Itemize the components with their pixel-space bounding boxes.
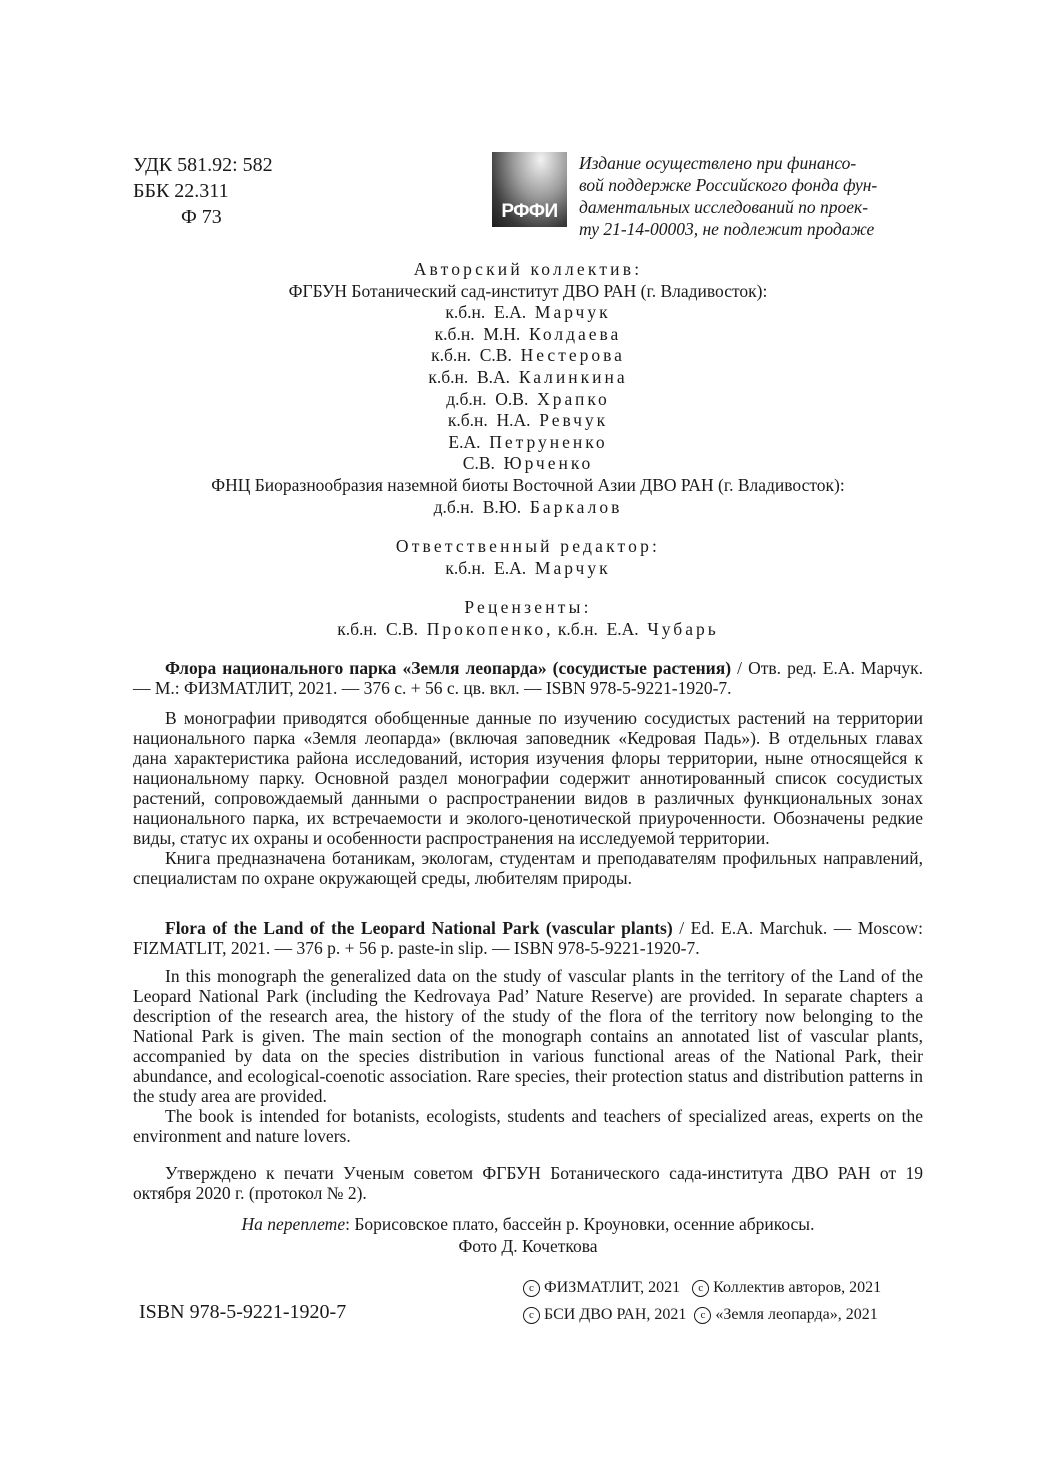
funding-line: даментальных исследований по проек- bbox=[579, 197, 869, 217]
copyright-line-1: c ФИЗМАТЛИТ, 2021 c Коллектив авторов, 2021 bbox=[523, 1279, 923, 1297]
editor-line: к.б.н. Е.А. Марчук bbox=[445, 557, 611, 578]
en-abstract-p1: In this monograph the generalized data on the study of vascular plants in the territory of the Land of the Leopard National Park (including the Kedrovaya Pad’ Nature Reserve) are provided. In separate chapters a description of the research area, the history of the study of the flora of the territory now belonging to the National Park is given. The main section of the monograph contains an annotated list of vascular plants, accompanied by data on the species distribution in various functional areas of the National Park, their abundance, and ecological-coenotic association. Rare species, their protection status and distribution patterns in the study area are provided. bbox=[133, 966, 923, 1106]
reviewers-line: к.б.н. С.В. Прокопенко, к.б.н. Е.А. Чубарь bbox=[337, 618, 719, 639]
reviewers bbox=[133, 597, 923, 640]
ru-abstract-p1: В монографии приводятся обобщенные данные по изучению сосудистых растений на территории национального парка «Земля леопарда» (включая заповедник «Кедровая Падь»). В отдельных главах дана характеристика района исследований, история изучения флоры территории, ныне относящейся к национальному парку. Основной раздел монографии содержит аннотированный список сосудистых растений, сопровождаемый данными о распространении видов в различных функциональных зонах национального парка, их встречаемости и эколого-ценотической приуроченности. Обозначены редкие виды, статус их охраны и особенности распространения на исследуемой территории. bbox=[133, 708, 923, 848]
udk-code: УДК 581.92: 582 bbox=[133, 154, 273, 176]
en-citation-title: Flora of the Land of the Leopard National Park (vascular plants) bbox=[165, 918, 673, 938]
copyright-icon: c bbox=[694, 1307, 711, 1324]
en-citation-details: / Ed. E.A. Marchuk. — Moscow: FIZMATLIT, 2021. — 376 p. + 56 p. paste-in slip. — ISBN 978-5-9221-1920-7. bbox=[133, 918, 923, 958]
funding-line: вой поддержке Российского фонда фун- bbox=[579, 175, 878, 195]
author-mark: Ф 73 bbox=[181, 206, 222, 228]
reviewers-heading: Рецензенты: bbox=[464, 597, 592, 617]
responsible-editor bbox=[133, 536, 923, 579]
funding-line: Издание осуществлено при финансо- bbox=[579, 153, 857, 173]
author-line: С.В. Юрченко bbox=[462, 453, 594, 474]
ru-abstract-p2: Книга предназначена ботаникам, экологам, студентам и преподавателям профильных направлений, специалистам по охране окружающей среды, любителям природы. bbox=[133, 848, 923, 888]
institution-2: ФНЦ Биоразнообразия наземной биоты Восточной Азии ДВО РАН (г. Владивосток): bbox=[211, 474, 845, 495]
copyright-icon: c bbox=[692, 1280, 709, 1297]
approval-note bbox=[133, 1163, 923, 1203]
en-abstract-p2: The book is intended for botanists, ecologists, students and teachers of specialized areas, experts on the environment and nature lovers. bbox=[133, 1106, 923, 1146]
author-line: к.б.н. Н.А. Ревчук bbox=[447, 410, 609, 431]
funding-note bbox=[579, 152, 927, 240]
copyright-line-2: c БСИ ДВО РАН, 2021 c «Земля леопарда», 2021 bbox=[523, 1306, 923, 1324]
cover-line: На переплете: Борисовское плато, бассейн р. Кроуновки, осенние абрикосы. bbox=[241, 1214, 815, 1234]
author-line: к.б.н. С.В. Нестерова bbox=[431, 345, 625, 366]
author-line: к.б.н. М.Н. Колдаева bbox=[434, 323, 622, 344]
copyright-icon: c bbox=[523, 1280, 540, 1297]
en-citation bbox=[133, 918, 923, 958]
author-line: к.б.н. В.А. Калинкина bbox=[428, 366, 628, 387]
editor-heading: Ответственный редактор: bbox=[395, 536, 661, 556]
ru-citation bbox=[133, 658, 923, 698]
bbk-code: ББК 22.311 bbox=[133, 180, 229, 202]
author-line: Е.А. Петруненко bbox=[448, 431, 608, 452]
rffi-logo bbox=[492, 152, 567, 227]
funding-line: ту 21-14-00003, не подлежит продаже bbox=[579, 219, 875, 239]
classification-codes bbox=[133, 152, 273, 230]
photo-credit: Фото Д. Кочеткова bbox=[458, 1235, 598, 1256]
ru-citation-title: Флора национального парка «Земля леопарда» (сосудистые растения) bbox=[165, 658, 732, 678]
approval-text: Утверждено к печати Ученым советом ФГБУН Ботанического сада-института ДВО РАН от 19 октября 2020 г. (протокол № 2). bbox=[133, 1163, 923, 1203]
author-collective bbox=[133, 259, 923, 518]
ru-citation-details: / Отв. ред. Е.А. Марчук. — М.: ФИЗМАТЛИТ, 2021. — 376 с. + 56 с. цв. вкл. — ISBN 978-5-9221-1920-7. bbox=[133, 658, 923, 698]
author-line: д.б.н. В.Ю. Баркалов bbox=[433, 496, 623, 517]
ru-abstract bbox=[133, 708, 923, 888]
authors-heading: Авторский коллектив: bbox=[413, 259, 643, 279]
cover-note bbox=[133, 1214, 923, 1257]
author-line: к.б.н. Е.А. Марчук bbox=[445, 302, 611, 323]
author-line: д.б.н. О.В. Храпко bbox=[446, 388, 610, 409]
rffi-logo-text: РФФИ bbox=[501, 201, 558, 222]
en-abstract bbox=[133, 966, 923, 1146]
institution-1: ФГБУН Ботанический сад-институт ДВО РАН (г. Владивосток): bbox=[288, 280, 768, 301]
copyright-icon: c bbox=[523, 1307, 540, 1324]
isbn: ISBN 978-5-9221-1920-7 bbox=[139, 1301, 347, 1323]
